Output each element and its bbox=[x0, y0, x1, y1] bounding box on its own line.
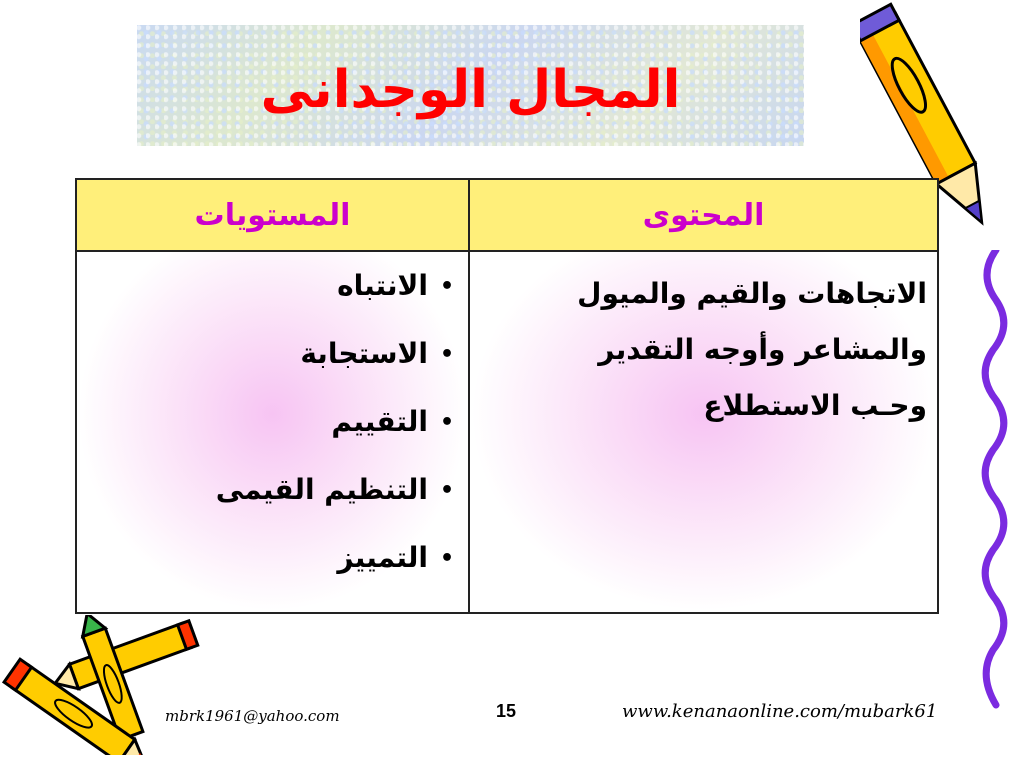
content-table bbox=[75, 178, 939, 614]
content-text bbox=[480, 266, 927, 434]
list-item bbox=[216, 266, 454, 334]
title-banner bbox=[137, 25, 804, 146]
bullet-icon: • bbox=[439, 478, 454, 503]
level-label: التقييم bbox=[331, 405, 428, 438]
level-label: التمييز bbox=[337, 541, 428, 574]
list-item bbox=[216, 402, 454, 470]
list-item bbox=[216, 334, 454, 402]
content-line: وحـب الاستطلاع bbox=[703, 389, 927, 422]
bullet-icon: • bbox=[439, 274, 454, 299]
bullet-icon: • bbox=[439, 546, 454, 571]
content-line: الاتجاهات والقيم والميول bbox=[577, 277, 927, 310]
content-cell bbox=[470, 252, 937, 612]
bullet-icon: • bbox=[439, 342, 454, 367]
list-item bbox=[216, 538, 454, 606]
footer-website: www.kenanaonline.com/mubark61 bbox=[622, 701, 938, 722]
levels-list bbox=[216, 266, 454, 606]
level-label: الاستجابة bbox=[300, 337, 428, 370]
crayons-icon bbox=[0, 615, 210, 755]
wavy-line-icon bbox=[968, 250, 1018, 710]
footer-email: mbrk1961@yahoo.com bbox=[165, 707, 340, 725]
level-label: الانتباه bbox=[337, 269, 428, 302]
list-item bbox=[216, 470, 454, 538]
bullet-icon: • bbox=[439, 410, 454, 435]
slide-title: المجال الوجدانى bbox=[260, 59, 681, 120]
page-number: 15 bbox=[496, 701, 517, 721]
header-levels: المستويات bbox=[77, 180, 470, 252]
level-label: التنظيم القيمى bbox=[215, 473, 428, 506]
levels-cell bbox=[77, 252, 470, 612]
header-content: المحتوى bbox=[470, 180, 937, 252]
content-line: والمشاعر وأوجه التقدير bbox=[598, 333, 927, 366]
